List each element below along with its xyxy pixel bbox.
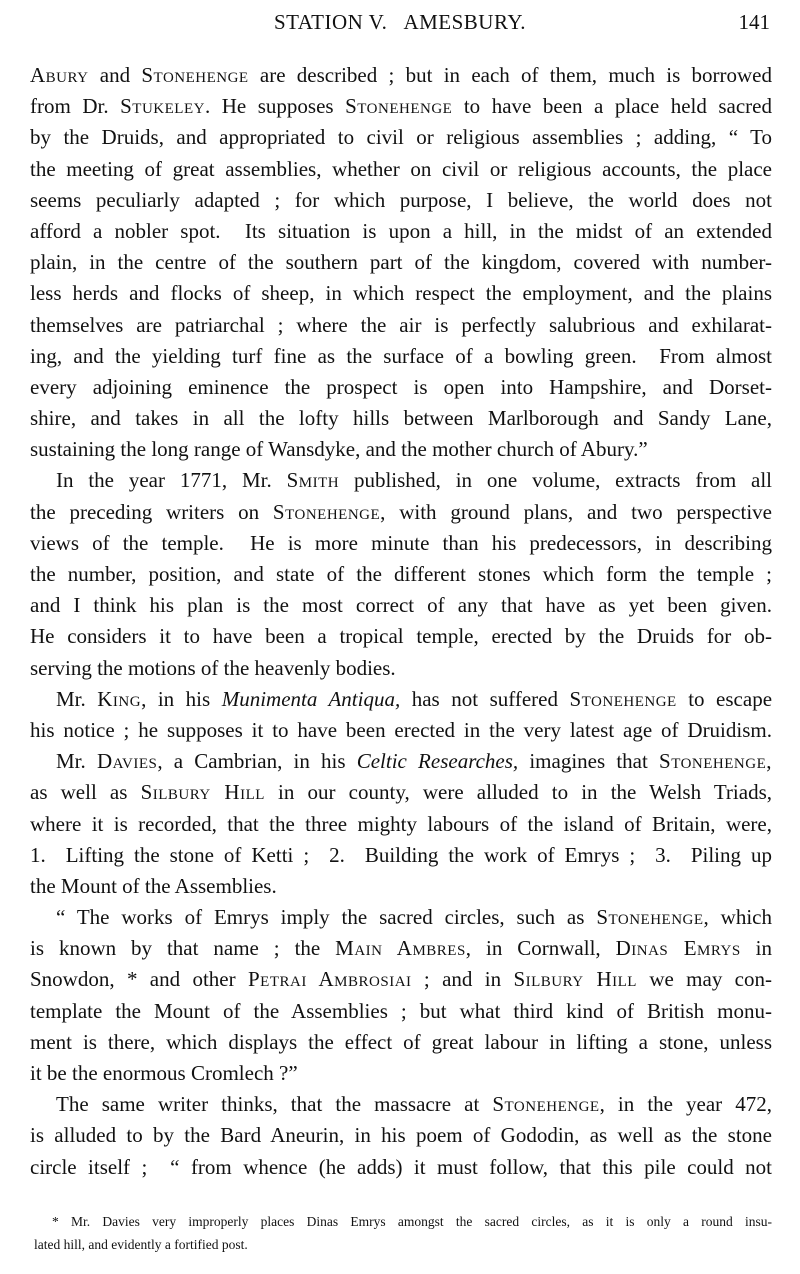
text-line: [30, 247, 772, 278]
small-caps-text: Silbury Hill: [140, 780, 265, 805]
small-caps-text: Stonehenge: [345, 94, 453, 119]
text-segment: where it is recorded, that the three mighty labours of the island of Britain, were,: [30, 811, 772, 836]
text-line: [30, 528, 772, 559]
text-segment: the preceding writers on: [30, 499, 273, 524]
text-segment: serving the motions of the heavenly bodies.: [30, 655, 396, 680]
text-line: [30, 777, 772, 808]
text-line: [30, 996, 772, 1027]
text-segment: ; and in: [411, 967, 514, 992]
text-line: [30, 341, 772, 372]
italic-title: Celtic Researches,: [356, 749, 519, 774]
text-segment: are described ; but in each of them, much is borrowed: [248, 63, 772, 87]
text-segment: published, in one volume, extracts from all: [339, 468, 772, 493]
text-segment: Mr.: [56, 749, 97, 774]
body-text: [30, 60, 772, 1183]
text-segment: afford a nobler spot. Its situation is upon a hill, in the midst of an extended: [30, 218, 772, 243]
text-segment: circle itself ; “ from whence (he adds) it must follow, that this pile could not: [30, 1154, 772, 1179]
text-segment: ing, and the yielding turf fine as the surface of a bowling green. From almost: [30, 343, 772, 368]
text-line: [30, 1058, 772, 1089]
text-line: [30, 310, 772, 341]
text-line: [30, 278, 772, 309]
text-segment: views of the temple. He is more minute than his predecessors, in describing: [30, 530, 772, 555]
text-line: [30, 1089, 772, 1120]
text-segment: is alluded to by the Bard Aneurin, in his poem of Gododin, as well as the stone: [30, 1123, 772, 1148]
small-caps-text: Stonehenge: [596, 905, 704, 930]
italic-title: Munimenta Antiqua,: [221, 686, 401, 711]
text-segment: . He supposes: [204, 94, 346, 119]
text-segment: to escape: [676, 686, 773, 711]
text-line: [30, 1027, 772, 1058]
small-caps-text: Stonehenge: [569, 686, 677, 711]
text-line: [30, 746, 772, 777]
small-caps-text: Stonehenge,: [659, 749, 772, 774]
text-segment: ment is there, which displays the effect of great labour in lifting a stone, unless: [30, 1029, 772, 1054]
text-line: [30, 809, 772, 840]
text-segment: has not suffered: [400, 686, 570, 711]
text-line: [30, 434, 772, 465]
text-segment: to have been a place held sacred: [452, 94, 772, 119]
text-segment: , in his: [141, 686, 222, 711]
text-segment: and I think his plan is the most correct of any that have as yet been given.: [30, 593, 772, 618]
text-segment: 1. Lifting the stone of Ketti ; 2. Building the work of Emrys ; 3. Piling up: [30, 842, 772, 867]
text-line: [30, 403, 772, 434]
small-caps-text: Stonehenge: [141, 63, 249, 87]
text-line: [30, 684, 772, 715]
page-number: 141: [738, 10, 770, 34]
text-segment: the meeting of great assemblies, whether on civil or religious accounts, the place: [30, 156, 772, 181]
text-segment: He considers it to have been a tropical temple, erected by the Druids for ob-: [30, 624, 772, 649]
text-line: [30, 372, 772, 403]
text-segment: , with ground plans, and two perspective: [380, 499, 772, 524]
small-caps-text: Stukeley: [120, 94, 205, 119]
text-segment: , which: [703, 905, 773, 930]
text-line: [30, 715, 772, 746]
footnote: [34, 1210, 772, 1256]
text-line: [30, 465, 772, 496]
text-line: [30, 590, 772, 621]
text-line: [30, 216, 772, 247]
text-line: [30, 122, 772, 153]
text-segment: template the Mount of the Assemblies ; but what third kind of British monu-: [30, 998, 772, 1023]
text-segment: Snowdon, * and other: [30, 967, 248, 992]
text-line: [30, 60, 772, 91]
running-title: STATION V. AMESBURY.: [273, 10, 527, 34]
small-caps-text: Abury: [30, 63, 89, 87]
text-line: [30, 653, 772, 684]
text-segment: less herds and flocks of sheep, in which respect the employment, and the plains: [30, 281, 772, 306]
text-segment: , in Cornwall,: [465, 936, 616, 961]
text-segment: , a Cambrian, in his: [157, 749, 357, 774]
text-segment: themselves are patriarchal ; where the air is perfectly salubrious and exhilarat-: [30, 312, 772, 337]
small-caps-text: Main Ambres: [335, 936, 466, 961]
text-segment: in: [740, 936, 772, 961]
text-segment: as well as: [30, 780, 141, 805]
text-segment: Mr.: [56, 686, 98, 711]
text-line: [30, 840, 772, 871]
text-line: [30, 902, 772, 933]
text-line: [30, 933, 772, 964]
footnote-line: lated hill, and evidently a fortified post.: [34, 1237, 248, 1252]
text-line: [30, 1120, 772, 1151]
text-segment: his notice ; he supposes it to have been erected in the very latest age of Druidism.: [30, 717, 772, 742]
text-segment: “ The works of Emrys imply the sacred circles, such as: [56, 905, 597, 930]
small-caps-text: Smith: [286, 468, 340, 493]
text-line: [30, 621, 772, 652]
small-caps-text: Silbury Hill: [513, 967, 637, 992]
text-segment: we may con-: [636, 967, 772, 992]
footnote-line: * Mr. Davies very improperly places Dinas Emrys amongst the sacred circles, as it is only a round insu-: [52, 1214, 772, 1229]
text-segment: in our county, were alluded to in the Welsh Triads,: [264, 780, 773, 805]
text-segment: it be the enormous Cromlech ?”: [30, 1061, 298, 1085]
small-caps-text: Stonehenge: [272, 499, 381, 524]
text-line: [30, 154, 772, 185]
page-header: [0, 10, 800, 40]
text-line: [30, 559, 772, 590]
text-segment: from Dr.: [30, 94, 121, 119]
text-segment: In the year 1771, Mr.: [56, 468, 287, 493]
text-segment: every adjoining eminence the prospect is open into Hampshire, and Dorset-: [30, 374, 772, 399]
text-segment: the Mount of the Assemblies.: [30, 873, 277, 898]
text-segment: sustaining the long range of Wansdyke, and the mother church of Abury.”: [30, 437, 648, 462]
text-segment: is known by that name ; the: [30, 936, 336, 961]
text-line: [30, 1152, 772, 1183]
small-caps-text: King: [97, 686, 142, 711]
text-line: [30, 185, 772, 216]
text-segment: , in the year 472,: [599, 1092, 772, 1117]
text-segment: and: [88, 63, 142, 87]
text-segment: seems peculiarly adapted ; for which purpose, I believe, the world does not: [30, 187, 772, 212]
small-caps-text: Davies: [96, 749, 158, 774]
small-caps-text: Petrai Ambrosiai: [247, 967, 412, 992]
text-segment: imagines that: [518, 749, 660, 774]
text-segment: by the Druids, and appropriated to civil or religious assemblies ; adding, “ To: [30, 125, 772, 150]
text-line: [30, 871, 772, 902]
text-line: [30, 91, 772, 122]
text-segment: The same writer thinks, that the massacre at: [56, 1092, 493, 1117]
text-segment: the number, position, and state of the different stones which form the temple ;: [30, 562, 772, 586]
small-caps-text: Dinas Emrys: [615, 936, 741, 961]
text-segment: plain, in the centre of the southern part of the kingdom, covered with number-: [30, 250, 772, 275]
text-line: [30, 497, 772, 528]
small-caps-text: Stonehenge: [492, 1092, 600, 1117]
text-line: [30, 964, 772, 995]
text-segment: shire, and takes in all the lofty hills between Marlborough and Sandy Lane,: [30, 406, 772, 431]
